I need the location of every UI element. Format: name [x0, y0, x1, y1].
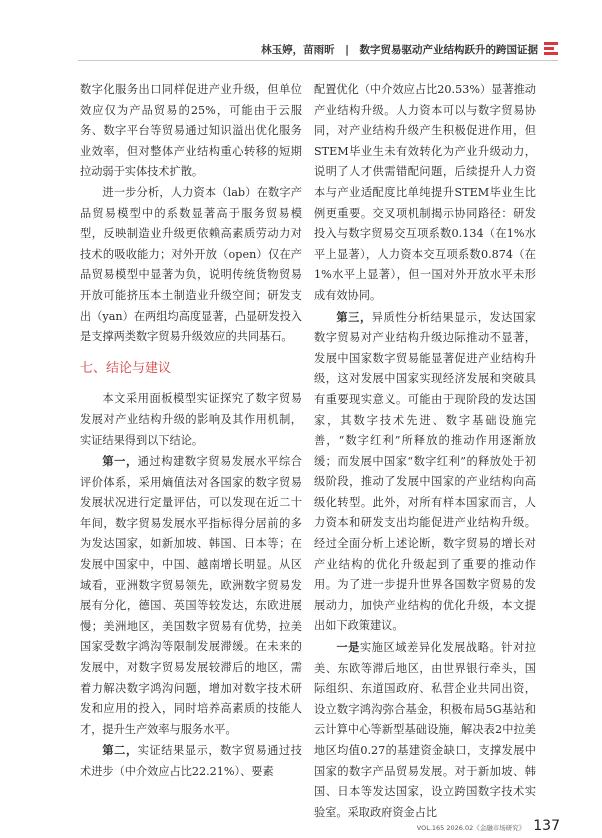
paragraph-body: 通过构建数字贸易发展水平综合评价体系，采用熵值法对各国家的数字贸易发展状况进行定量评估，可以发现在近二十年间，数字贸易发展水平指标得分居前的多为发达国家，如新加坡、韩国、日本等；在发展中国家中，中国、越南增长明显。从区域看，亚洲数字贸易领先，欧洲数字贸易发展有分化，德国、英国等较发达，东欧进展慢；美洲地区，美国数字贸易有优势，拉美国家受数字鸿沟等限制发展滞缓。在未来的发展中，对数字贸易发展较滞后的地区，需着力解决数字鸿沟问题，增加对数字技术研发和应用的投入，同时培养高素质的技能人才，提升生产效率与服务水平。 [80, 455, 302, 736]
paragraph: 数字化服务出口同样促进产业升级，但单位效应仅为产品贸易的25%，可能由于云服务、数字平台等贸易通过知识溢出优化服务业效率，但对整体产业结构重心转移的短期拉动弱于实体技术扩散。 [80, 83, 302, 179]
paragraph-body: 实施区域差异化发展战略。针对拉美、东欧等滞后地区，由世界银行牵头，国际组织、东道国政府、私营企业共同出资，设立数字鸿沟弥合基金，积极布局5G基站和云计算中心等新型基础设施，解决表2中拉美地区均值0.27的基建资金缺口，支撑发展中国家的数字产品贸易发展。对于新加坡、韩国、日本等发达国家，设立跨国数字技术实验室。采取政府资金占比 [314, 641, 536, 819]
header-divider [78, 60, 558, 61]
paragraph-body: 实证结果显示，数字贸易通过技术进步（中介效应占比22.21%）、要素 [80, 744, 302, 778]
paragraph: 本文采用面板模型实证探究了数字贸易发展对产业结构升级的影响及其作用机制，实证结果得到以下结论。 [80, 392, 302, 447]
paragraph-lead: 一是 [336, 640, 360, 655]
paragraph [314, 307, 536, 638]
paragraph-lead: 第二， [102, 743, 138, 758]
paragraph [314, 637, 536, 823]
paragraph: 配置优化（中介效应占比20.53%）显著推动产业结构升级。人力资本可以与数字贸易协同，对产业结构升级产生积极促进作用，但STEM毕业生未有效转化为产业升级动力，说明了人才供需错配问题，后续提升人力资本与产业适配度比单纯提升STEM毕业生比例更重要。交叉项机制揭示协同路径：研发投入与数字贸易交互项系数0.134（在1%水平上显著），人力资本交互项系数0.874（在1%水平上显著），但一国对外开放水平未形成有效协同。 [314, 83, 536, 302]
left-column [80, 80, 302, 783]
paragraph-body: 异质性分析结果显示，发达国家数字贸易对产业结构升级边际推动不显著，发展中国家数字贸易能显著促进产业结构升级，这对发展中国家实现经济发展和突破具有重要现实意义。可能由于现阶段的发达国家，其数字技术先进、数字基础设施完善，“数字红利”所释放的推动作用逐渐放缓；而发展中国家“数字红利”的释放处于初级阶段，推动了发展中国家的产业结构向高级化转型。此外，对所有样本国家而言，人力资本和研发支出均能促进产业结构升级。经过全面分析上述论断，数字贸易的增长对产业结构的优化升级起到了重要的推动作用。为了进一步提升世界各国数字贸易的发展动力，加快产业结构的优化升级，本文提出如下政策建议。 [314, 310, 536, 633]
running-header-title: 林玉婷，苗雨昕 | 数字贸易驱动产业结构跃升的跨国证据 [261, 44, 538, 56]
journal-info: VOL.165 2026.02《金融市场研究》 [416, 824, 526, 832]
section-heading: 七、结论与建议 [80, 360, 172, 376]
right-column [314, 80, 536, 823]
page-number: 137 [533, 818, 560, 834]
paragraph: 进一步分析，人力资本（lab）在数字产品贸易模型中的系数显著高于服务贸易模型，反映制造业升级更依赖高素质劳动力对技术的吸收能力；对外开放（open）仅在产品贸易模型中显著为负，说明传统货物贸易开放可能挤压本土制造业升级空间；研发支出（yan）在两组均高度显著，凸显研发投入是支撑两类数字贸易升级效应的共同基石。 [80, 185, 302, 344]
page-footer [417, 818, 560, 834]
running-header [0, 40, 602, 62]
journal-mark-icon [544, 42, 558, 58]
paragraph [80, 740, 302, 782]
paragraph [80, 451, 302, 740]
paragraph-lead: 第一， [102, 454, 138, 469]
paragraph-lead: 第三， [336, 309, 372, 324]
